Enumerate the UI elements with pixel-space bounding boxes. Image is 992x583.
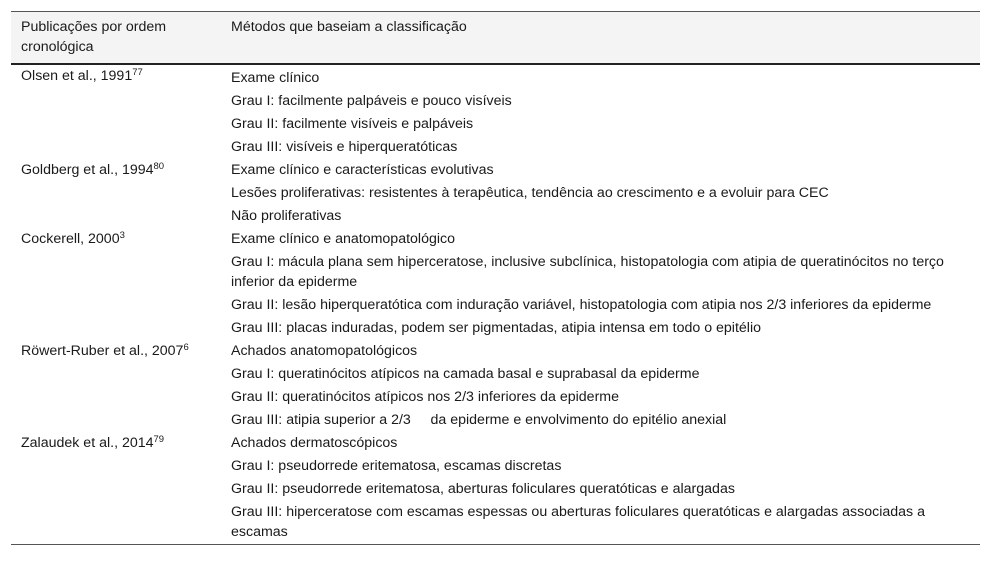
reference-number: 79 bbox=[153, 433, 165, 445]
author-year: Röwert-Ruber et al., 2007 bbox=[21, 342, 184, 359]
table-row bbox=[11, 431, 980, 545]
method-line: Achados dermatoscópicos bbox=[231, 434, 398, 451]
author-year: Olsen et al., 1991 bbox=[21, 68, 133, 84]
method-line: Grau II: facilmente visíveis e palpáveis bbox=[231, 115, 474, 132]
publication-cell bbox=[11, 431, 221, 545]
table-header bbox=[11, 12, 980, 65]
reference-number: 6 bbox=[183, 341, 189, 353]
method-line: Lesões proliferativas: resistentes à terapêutica, tendência ao crescimento e a evoluir para CEC bbox=[231, 184, 829, 201]
method-line: Exame clínico bbox=[231, 69, 320, 86]
table-row bbox=[11, 227, 980, 339]
method-line: Achados anatomopatológicos bbox=[231, 342, 418, 359]
method-line: Grau III: placas induradas, podem ser pigmentadas, atipia intensa em todo o epitélio bbox=[231, 319, 761, 336]
methods-cell bbox=[221, 339, 980, 431]
reference-number: 77 bbox=[132, 67, 143, 78]
method-line: Grau II: queratinócitos atípicos nos 2/3 inferiores da epiderme bbox=[231, 388, 620, 405]
method-line: Grau II: lesão hiperqueratótica com induração variável, histopatologia com atipia nos 2/3 inferiores da epiderme bbox=[231, 296, 932, 313]
method-line: Grau I: queratinócitos atípicos na camada basal e suprabasal da epiderme bbox=[231, 365, 700, 382]
publication-cell bbox=[11, 227, 221, 339]
table-row bbox=[11, 339, 980, 431]
header-publications: Publicações por ordem cronológica bbox=[11, 12, 221, 65]
method-line: Grau I: pseudorrede eritematosa, escamas discretas bbox=[231, 457, 562, 474]
methods-cell bbox=[221, 431, 980, 545]
table-body bbox=[11, 64, 980, 545]
author-year: Goldberg et al., 1994 bbox=[21, 161, 154, 178]
classification-table bbox=[11, 11, 980, 545]
publication-cell bbox=[11, 158, 221, 227]
table-row bbox=[11, 64, 980, 158]
method-line: Não proliferativas bbox=[231, 207, 342, 224]
publication-cell bbox=[11, 64, 221, 158]
method-line: Exame clínico e características evolutivas bbox=[231, 161, 494, 178]
publication-cell bbox=[11, 339, 221, 431]
reference-number: 80 bbox=[153, 160, 165, 172]
author-year: Zalaudek et al., 2014 bbox=[21, 434, 154, 451]
reference-number: 3 bbox=[119, 229, 125, 241]
methods-cell bbox=[221, 158, 980, 227]
method-line: Grau III: visíveis e hiperqueratóticas bbox=[231, 138, 458, 155]
author-year: Cockerell, 2000 bbox=[21, 230, 120, 247]
methods-cell bbox=[221, 64, 980, 158]
method-line: Exame clínico e anatomopatológico bbox=[231, 230, 455, 247]
method-line: Grau I: facilmente palpáveis e pouco visíveis bbox=[231, 92, 512, 109]
method-line: Grau II: pseudorrede eritematosa, aberturas foliculares queratóticas e alargadas bbox=[231, 480, 735, 497]
method-line: Grau I: mácula plana sem hiperceratose, inclusive subclínica, histopatologia com atipia de queratinócitos no terço inferior da epiderme bbox=[231, 253, 944, 290]
header-row bbox=[11, 12, 980, 65]
table-row bbox=[11, 158, 980, 227]
methods-cell bbox=[221, 227, 980, 339]
method-line: Grau III: hiperceratose com escamas espessas ou aberturas foliculares queratóticas e alargadas associadas a escamas bbox=[231, 503, 925, 540]
method-line: Grau III: atipia superior a 2/3 da epiderme e envolvimento do epitélio anexial bbox=[231, 411, 727, 428]
header-methods: Métodos que baseiam a classificação bbox=[221, 12, 980, 65]
classification-table-container bbox=[11, 11, 980, 545]
